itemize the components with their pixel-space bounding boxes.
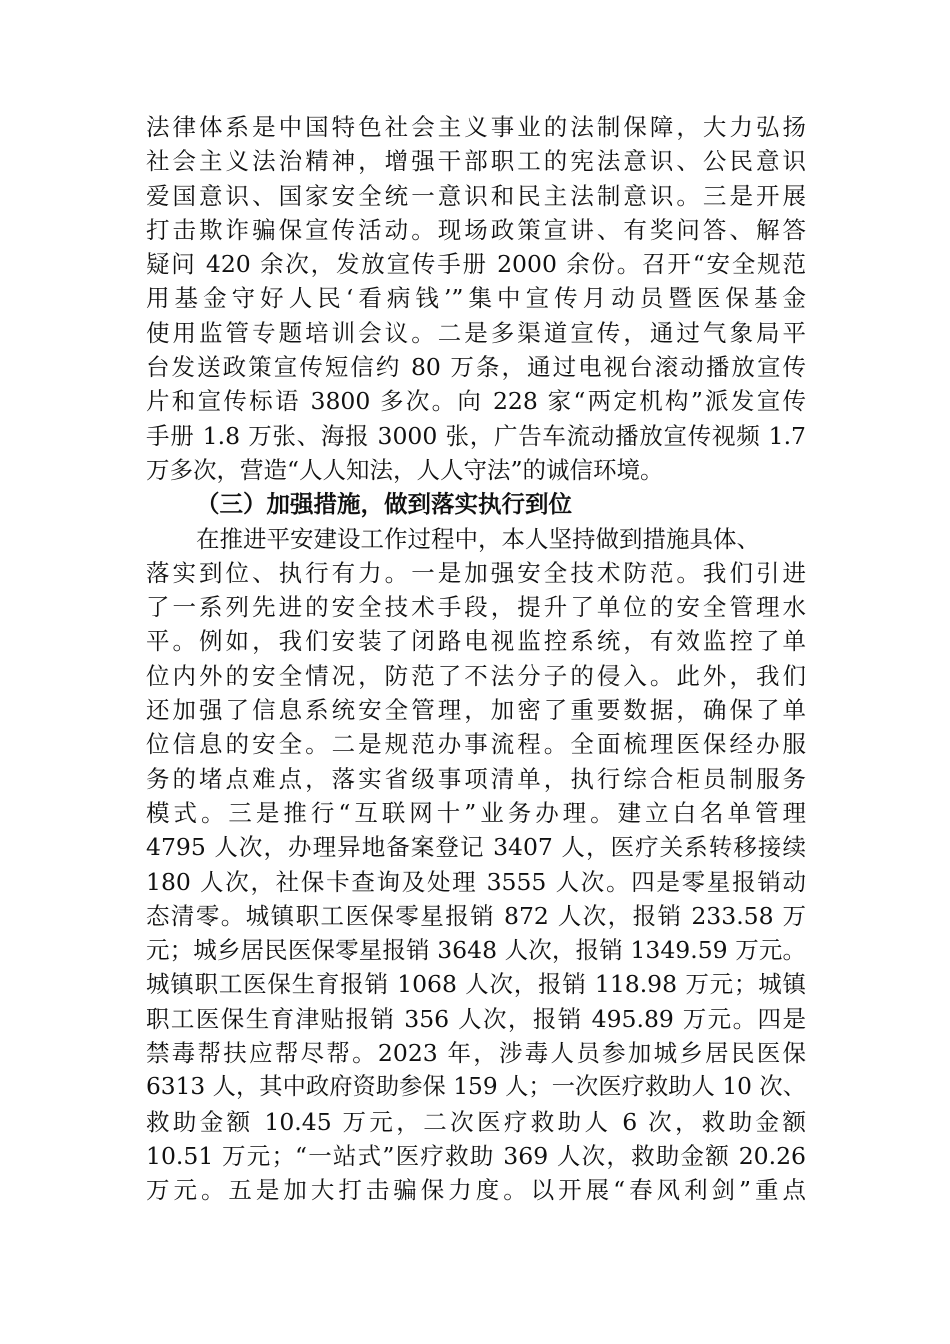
paragraph-2 bbox=[146, 522, 806, 1208]
text-line: 爱国意识、国家安全统一意识和民主法制意识。三是开展 bbox=[146, 181, 806, 210]
text-line: 元；城乡居民医保零星报销 3648 人次，报销 1349.59 万元。 bbox=[146, 936, 806, 965]
text-line: 态清零。城镇职工医保零星报销 872 人次，报销 233.58 万 bbox=[146, 901, 806, 930]
text-line: 平。例如，我们安装了闭路电视监控系统，有效监控了单 bbox=[146, 627, 806, 656]
text-line: 了一系列先进的安全技术手段，提升了单位的安全管理水 bbox=[146, 593, 806, 622]
text-line: 疑问 420 余次，发放宣传手册 2000 余份。召开“安全规范 bbox=[146, 250, 806, 279]
text-line: 落实到位、执行有力。一是加强安全技术防范。我们引进 bbox=[146, 558, 806, 587]
text-line: 180 人次，社保卡查询及处理 3555 人次。四是零星报销动 bbox=[146, 867, 806, 896]
text-line: 10.51 万元；“一站式”医疗救助 369 人次，救助金额 20.26 bbox=[146, 1141, 806, 1170]
text-line: 模式。三是推行“互联网十”业务办理。建立白名单管理 bbox=[146, 798, 806, 827]
text-line: 位内外的安全情况，防范了不法分子的侵入。此外，我们 bbox=[146, 661, 806, 690]
text-line: 片和宣传标语 3800 多次。向 228 家“两定机构”派发宣传 bbox=[146, 387, 806, 416]
text-line: 使用监管专题培训会议。二是多渠道宣传，通过气象局平 bbox=[146, 318, 806, 347]
document-body bbox=[146, 110, 806, 1208]
text-line: 手册 1.8 万张、海报 3000 张，广告车流动播放宣传视频 1.7 bbox=[146, 421, 806, 450]
text-line: 打击欺诈骗保宣传活动。现场政策宣讲、有奖问答、解答 bbox=[146, 215, 806, 244]
text-line: 禁毒帮扶应帮尽帮。2023 年，涉毒人员参加城乡居民医保 bbox=[146, 1039, 806, 1068]
paragraph-1 bbox=[146, 110, 806, 487]
text-line: 城镇职工医保生育报销 1068 人次，报销 118.98 万元；城镇 bbox=[146, 970, 806, 999]
text-line: 法律体系是中国特色社会主义事业的法制保障，大力弘扬 bbox=[146, 113, 806, 141]
text-line: 在推进平安建设工作过程中，本人坚持做到措施具体、 bbox=[196, 524, 760, 553]
text-line: 用基金守好人民‘看病钱’”集中宣传月动员暨医保基金 bbox=[146, 284, 806, 313]
section-heading: （三）加强措施，做到落实执行到位 bbox=[196, 490, 572, 519]
text-line: 6313 人，其中政府资助参保 159 人；一次医疗救助人 10 次、 bbox=[146, 1073, 806, 1101]
text-line: 职工医保生育津贴报销 356 人次，报销 495.89 万元。四是 bbox=[146, 1004, 806, 1033]
text-line: 救助金额 10.45 万元，二次医疗救助人 6 次，救助金额 bbox=[146, 1107, 806, 1136]
text-line: 4795 人次，办理异地备案登记 3407 人，医疗关系转移接续 bbox=[146, 833, 806, 862]
text-line: 台发送政策宣传短信约 80 万条，通过电视台滚动播放宣传 bbox=[146, 353, 806, 382]
text-line: 万多次，营造“人人知法，人人守法”的诚信环境。 bbox=[146, 455, 664, 484]
text-line: 还加强了信息系统安全管理，加密了重要数据，确保了单 bbox=[146, 696, 806, 725]
text-line: 社会主义法治精神，增强干部职工的宪法意识、公民意识 bbox=[146, 147, 806, 176]
text-line: 位信息的安全。二是规范办事流程。全面梳理医保经办服 bbox=[146, 730, 806, 759]
text-line: 万元。五是加大打击骗保力度。以开展“春风利剑”重点 bbox=[146, 1176, 806, 1205]
text-line: 务的堵点难点，落实省级事项清单，执行综合柜员制服务 bbox=[146, 764, 806, 793]
